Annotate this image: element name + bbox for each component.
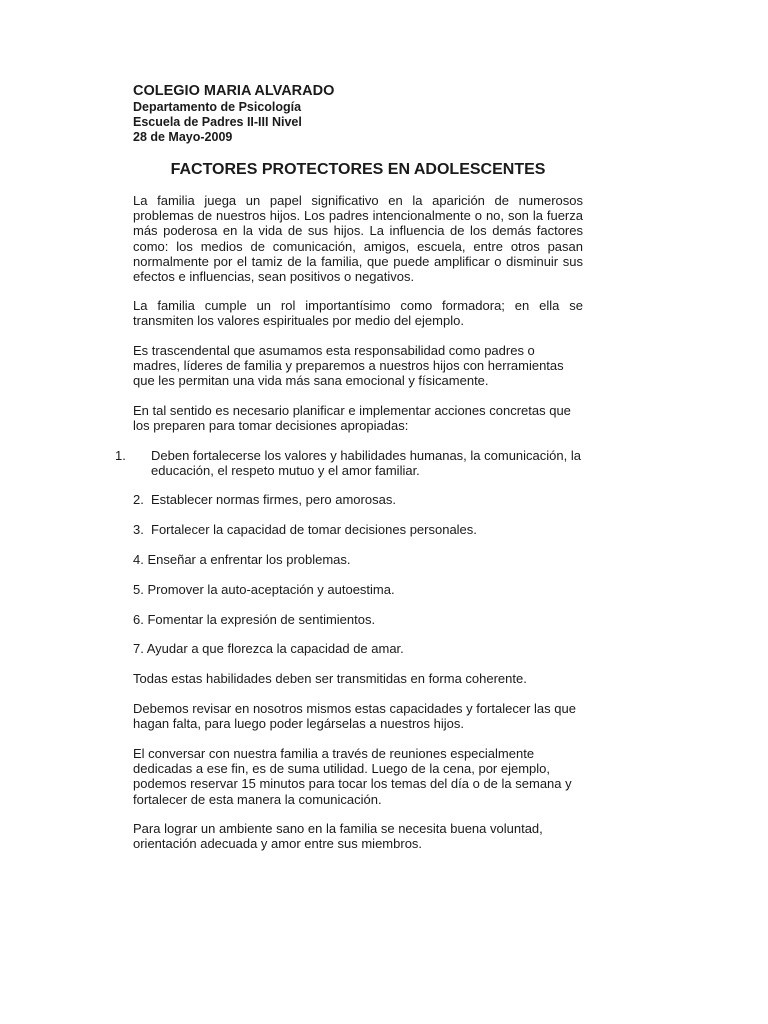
list-item: [133, 522, 583, 537]
list-text: Enseñar a enfrentar los problemas.: [147, 552, 351, 567]
program-name: Escuela de Padres II-III Nivel: [133, 115, 302, 129]
school-name: COLEGIO MARIA ALVARADO: [133, 83, 335, 99]
document-title: FACTORES PROTECTORES EN ADOLESCENTES: [170, 161, 546, 178]
list-number: 3.: [133, 522, 144, 537]
paragraph-intro: La familia juega un papel significativo en la aparición de numerosos problemas de nuestros hijos. Los padres intencionalmente o no, son la fuerza más poderosa en la vida de sus hijos. La influencia de los demás factores como: los medios de comunicación, amigos, escuela, entre otros pasan normalmente por el tamiz de la familia, que puede amplificar o disminuir sus efectos e influencias, sean positivos o negativos.: [133, 193, 583, 285]
paragraph-coherence: Todas estas habilidades deben ser transmitidas en forma coherente.: [133, 671, 527, 686]
paragraph-actions: En tal sentido es necesario planificar e implementar acciones concretas que los preparen para tomar decisiones apropiadas:: [133, 403, 571, 434]
list-item: [133, 612, 583, 627]
list-number: 7.: [133, 641, 144, 656]
list-number: 1.: [115, 448, 126, 463]
list-text: Fomentar la expresión de sentimientos.: [147, 612, 376, 627]
list-number: 5.: [133, 582, 144, 597]
list-item: [133, 552, 583, 567]
paragraph-self-review: Debemos revisar en nosotros mismos estas capacidades y fortalecer las que hagan falta, para luego poder legárselas a nuestros hijos.: [133, 701, 576, 732]
document-date: 28 de Mayo-2009: [133, 130, 233, 144]
list-number: 2.: [133, 492, 144, 507]
list-item: [133, 641, 583, 656]
paragraph-family-meetings: El conversar con nuestra familia a través de reuniones especialmente dedicadas a ese fin, es de suma utilidad. Luego de la cena, por ejemplo, podemos reservar 15 minutos para tocar los temas del día o de la semana y fortalecer de esta manera la comunicación.: [133, 746, 572, 807]
department-name: Departamento de Psicología: [133, 100, 302, 114]
list-text: Deben fortalecerse los valores y habilidades humanas, la comunicación, la educación, el respeto mutuo y el amor familiar.: [151, 448, 581, 479]
list-item: [133, 582, 583, 597]
list-text: Ayudar a que florezca la capacidad de amar.: [146, 641, 404, 656]
document-header: [133, 83, 593, 145]
list-item: [115, 448, 601, 479]
list-number: 6.: [133, 612, 144, 627]
list-text: Establecer normas firmes, pero amorosas.: [151, 492, 396, 507]
list-text: Promover la auto-aceptación y autoestima.: [147, 582, 395, 597]
paragraph-family-role: La familia cumple un rol importantísimo como formadora; en ella se transmiten los valores espirituales por medio del ejemplo.: [133, 298, 583, 329]
list-number: 4.: [133, 552, 144, 567]
list-text: Fortalecer la capacidad de tomar decisiones personales.: [151, 522, 477, 537]
list-item: [133, 492, 583, 507]
paragraph-healthy-environment: Para lograr un ambiente sano en la familia se necesita buena voluntad, orientación adecuada y amor entre sus miembros.: [133, 821, 543, 852]
paragraph-responsibility: Es trascendental que asumamos esta responsabilidad como padres o madres, líderes de familia y preparemos a nuestros hijos con herramientas que les permitan una vida más sana emocional y físicamente.: [133, 343, 564, 389]
